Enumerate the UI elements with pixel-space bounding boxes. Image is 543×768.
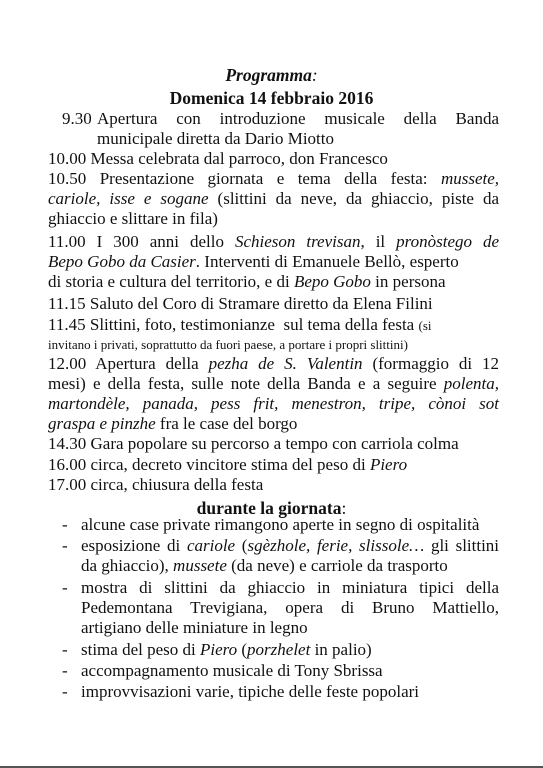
schedule-time: 11.00 bbox=[48, 232, 86, 251]
bullet-dash: - bbox=[62, 682, 68, 701]
schedule-line bbox=[48, 252, 459, 272]
bullet-text-italic: mussete bbox=[173, 556, 227, 575]
section-subtitle-text: durante la giornata bbox=[196, 498, 342, 518]
bullet-text: ( bbox=[241, 640, 248, 659]
schedule-line bbox=[48, 315, 499, 336]
schedule-text: Presentazione giornata e tema della festa: bbox=[99, 169, 428, 188]
bullet-dash: - bbox=[62, 661, 68, 680]
bullet-dash: - bbox=[62, 640, 68, 659]
bullet-text: (da neve) e carriole da trasporto bbox=[231, 556, 448, 575]
bullet-text: alcune case private rimangono aperte in segno di ospitalità bbox=[81, 515, 480, 534]
schedule-time: 11.15 bbox=[48, 294, 86, 313]
schedule-line bbox=[48, 394, 499, 414]
bullet-dash: - bbox=[62, 536, 68, 555]
program-date: Domenica 14 febbraio 2016 bbox=[169, 88, 374, 108]
schedule-text: (slittini da neve, da ghiaccio, piste da bbox=[217, 189, 499, 208]
schedule-text-italic: pezha de S. Valentin bbox=[208, 354, 363, 373]
schedule-note: (si bbox=[418, 318, 432, 333]
schedule-text-italic: polenta, bbox=[443, 374, 500, 393]
schedule-text-italic: Piero bbox=[369, 455, 408, 474]
bullet-text: improvvisazioni varie, tipiche delle feste popolari bbox=[81, 682, 419, 701]
bullet-dash: - bbox=[62, 515, 68, 534]
bullet-dash: - bbox=[62, 578, 68, 597]
bullet-text: gli slittini bbox=[430, 536, 500, 555]
bullet-text: artigiano delle miniature in legno bbox=[81, 618, 308, 637]
schedule-text: in persona bbox=[375, 272, 446, 291]
bullet-text: da ghiaccio), bbox=[81, 556, 169, 575]
bullet-line bbox=[81, 556, 448, 576]
schedule-text-italic: Bepo Gobo da Casier bbox=[48, 252, 196, 271]
schedule-time: 14.30 bbox=[48, 434, 87, 453]
bullet-text-italic: sgèzhole, ferie, slissole… bbox=[247, 536, 425, 555]
schedule-text-italic: Schieson trevisan bbox=[234, 232, 361, 251]
schedule-time: 12.00 bbox=[48, 354, 87, 373]
schedule-text: circa, chiusura della festa bbox=[90, 475, 264, 494]
schedule-time: 16.00 bbox=[48, 455, 87, 474]
schedule-text: ghiaccio e slittare in fila) bbox=[48, 209, 218, 228]
schedule-text-italic: graspa e pinzhe bbox=[48, 414, 156, 433]
schedule-line bbox=[48, 455, 407, 475]
bullet-text-italic: porzhelet bbox=[247, 640, 311, 659]
bullet-text: in palio) bbox=[314, 640, 372, 659]
schedule-line bbox=[48, 354, 499, 374]
schedule-text: I 300 anni dello bbox=[96, 232, 224, 251]
schedule-time: 17.00 bbox=[48, 475, 87, 494]
schedule-line bbox=[48, 374, 499, 394]
program-title-text: Programma bbox=[225, 65, 312, 85]
schedule-text: . Interventi di Emanuele Bellò, esperto bbox=[195, 252, 459, 271]
schedule-text: Apertura della bbox=[95, 354, 199, 373]
schedule-time: 10.50 bbox=[48, 169, 87, 188]
schedule-text: Slittini, foto, testimonianze sul tema della festa bbox=[89, 315, 415, 334]
schedule-text: mesi) e della festa, sulle note della Banda e a seguire bbox=[48, 374, 437, 393]
bullet-text: mostra di slittini da ghiaccio in miniatura tipici della bbox=[81, 578, 499, 597]
schedule-text: di storia e cultura del territorio, e di bbox=[48, 272, 290, 291]
bullet-line bbox=[81, 640, 372, 660]
schedule-text: , il bbox=[360, 232, 386, 251]
bullet-text: ( bbox=[241, 536, 248, 555]
bullet-text: accompagnamento musicale di Tony Sbrissa bbox=[81, 661, 383, 680]
program-title-colon: : bbox=[311, 65, 318, 85]
schedule-line bbox=[48, 189, 499, 209]
schedule-text-italic: martondèle, panada, pess frit, menestron, tripe, cònoi sot bbox=[48, 394, 499, 413]
schedule-note: invitano i privati, soprattutto da fuori paese, a portare i propri slittini) bbox=[48, 337, 408, 352]
schedule-line bbox=[48, 475, 263, 495]
schedule-text-italic: cariole, isse e sogane bbox=[48, 189, 209, 208]
bullet-text-italic: Piero bbox=[199, 640, 238, 659]
schedule-line bbox=[48, 294, 433, 314]
bullet-line bbox=[81, 536, 499, 556]
schedule-text: Apertura con introduzione musicale della Banda bbox=[97, 109, 499, 128]
schedule-line bbox=[48, 169, 499, 189]
schedule-text-italic: Bepo Gobo bbox=[293, 272, 371, 291]
schedule-text: Messa celebrata dal parroco, don Francesco bbox=[90, 149, 388, 168]
schedule-time: 9.30 bbox=[62, 109, 92, 128]
bullet-text-italic: cariole bbox=[186, 536, 236, 555]
schedule-text-italic: mussete, bbox=[440, 169, 500, 188]
schedule-text: fra le case del borgo bbox=[159, 414, 298, 433]
bullet-text: stima del peso di bbox=[81, 640, 196, 659]
bullet-text: esposizione di bbox=[81, 536, 181, 555]
bullet-text: Pedemontana Trevigiana, opera di Bruno Mattiello, bbox=[81, 598, 499, 617]
schedule-text: (formaggio di 12 bbox=[372, 354, 500, 373]
schedule-line bbox=[48, 149, 388, 169]
schedule-line bbox=[48, 414, 297, 434]
schedule-line bbox=[48, 272, 446, 292]
section-subtitle-colon: : bbox=[341, 498, 347, 518]
schedule-text: municipale diretta da Dario Miotto bbox=[97, 129, 334, 148]
schedule-text-italic: pronòstego de bbox=[396, 232, 500, 251]
schedule-line bbox=[48, 232, 499, 252]
schedule-text: Gara popolare su percorso a tempo con carriola colma bbox=[90, 434, 459, 453]
schedule-text: circa, decreto vincitore stima del peso di bbox=[90, 455, 366, 474]
schedule-time: 11.45 bbox=[48, 315, 86, 334]
program-title bbox=[0, 65, 543, 86]
schedule-text: Saluto del Coro di Stramare diretto da Elena Filini bbox=[89, 294, 433, 313]
schedule-time: 10.00 bbox=[48, 149, 87, 168]
schedule-line bbox=[48, 434, 459, 454]
